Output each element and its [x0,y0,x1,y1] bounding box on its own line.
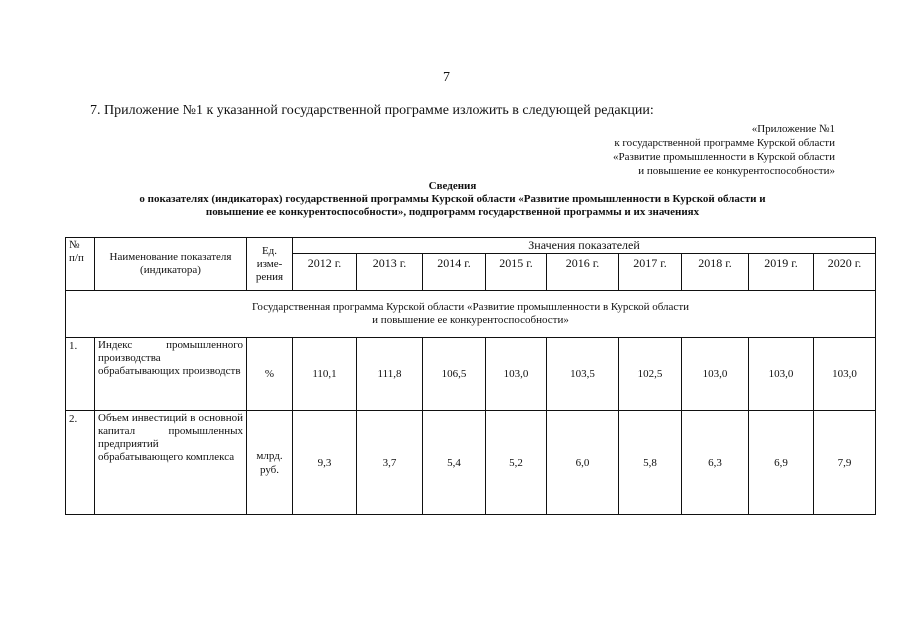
row-indicator-name: Объем инвестиций в основной капитал промышленных предприятий обрабатывающего комплекса [95,411,247,515]
row-indicator-name: Индекс промышленного производства обрабатывающих производств [95,338,247,411]
year-header: 2012 г. [293,254,357,291]
row-value: 6,3 [682,411,749,515]
row-value: 103,0 [749,338,814,411]
row-value: 5,8 [619,411,682,515]
row-value: 7,9 [814,411,876,515]
row-value: 103,0 [682,338,749,411]
row-number: 1. [66,338,95,411]
col-header-values: Значения показателей [293,238,876,254]
row-value: 6,9 [749,411,814,515]
row-number: 2. [66,411,95,515]
heading-line: о показателях (индикаторах) государственной программы Курской области «Развитие промышленности в Курской области и [139,193,766,205]
table-row [66,411,876,515]
row-value: 103,0 [486,338,547,411]
page-number: 7 [443,70,450,85]
row-unit: % [247,338,293,411]
table-row [66,338,876,411]
appendix-line: и повышение ее конкурентоспособности» [638,165,835,177]
indicators-table [65,237,876,515]
row-unit: млрд. руб. [247,411,293,515]
year-header: 2016 г. [547,254,619,291]
year-header: 2017 г. [619,254,682,291]
row-value: 111,8 [357,338,423,411]
appendix-reference [613,122,835,178]
section-row [66,291,876,338]
row-value: 103,0 [814,338,876,411]
col-header-num: № п/п [66,238,95,291]
table-heading [60,180,845,219]
appendix-line: «Приложение №1 [751,123,835,135]
year-header: 2013 г. [357,254,423,291]
row-value: 3,7 [357,411,423,515]
section-title [66,291,876,338]
table-header-row [66,238,876,254]
row-value: 5,2 [486,411,547,515]
col-header-name: Наименование показателя (индикатора) [95,238,247,291]
col-header-unit: Ед. изме-рения [247,238,293,291]
appendix-line: «Развитие промышленности в Курской области [612,151,835,163]
section-title-line: и повышение ее конкурентоспособности» [372,314,569,326]
row-value: 110,1 [293,338,357,411]
row-value: 103,5 [547,338,619,411]
intro-paragraph: 7. Приложение №1 к указанной государственной программе изложить в следующей редакции: [90,103,654,118]
row-value: 6,0 [547,411,619,515]
year-header: 2020 г. [814,254,876,291]
appendix-line: к государственной программе Курской области [614,137,835,149]
section-title-line: Государственная программа Курской области «Развитие промышленности в Курской области [252,301,690,313]
row-value: 106,5 [423,338,486,411]
heading-line: повышение ее конкурентоспособности», подпрограмм государственной программы и их значениях [205,206,700,218]
year-header: 2018 г. [682,254,749,291]
year-header: 2014 г. [423,254,486,291]
heading-title: Сведения [428,180,477,192]
row-value: 102,5 [619,338,682,411]
row-value: 9,3 [293,411,357,515]
year-header: 2019 г. [749,254,814,291]
row-value: 5,4 [423,411,486,515]
year-header: 2015 г. [486,254,547,291]
